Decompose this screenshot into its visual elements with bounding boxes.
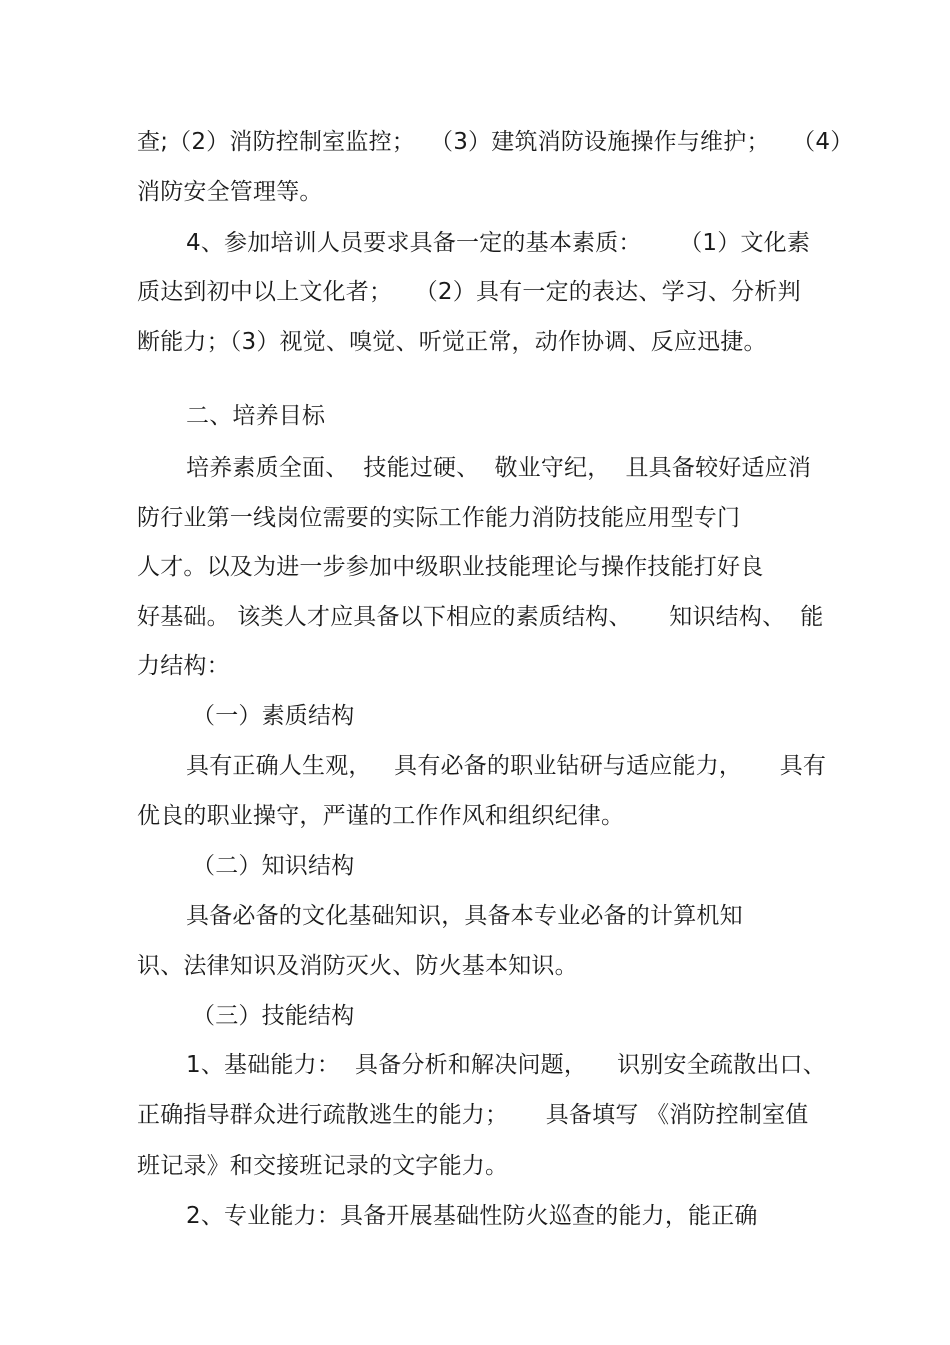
subsection-heading: （二）知识结构 [192,853,355,879]
text-line: 人才。以及为进一步参加中级职业技能理论与操作技能打好良 [137,554,764,580]
text-line: 质达到初中以上文化者； （2）具有一定的表达、学习、分析判 [137,279,801,305]
text-line: 优良的职业操守，严谨的工作作风和组织纪律。 [137,803,625,829]
text-line: 培养素质全面、 技能过硬、 敬业守纪， 且具备较好适应消 [186,455,812,481]
subsection-heading: （一）素质结构 [192,703,355,729]
text-line: 具有正确人生观， 具有必备的职业钻研与适应能力， 具有 [186,753,827,779]
text-line: 4、参加培训人员要求具备一定的基本素质： （1）文化素 [186,230,811,256]
text-line: 具备必备的文化基础知识，具备本专业必备的计算机知 [186,903,743,929]
text-line: 查;（2）消防控制室监控； （3）建筑消防设施操作与维护； （4） [137,129,854,155]
text-line: 力结构： [137,653,230,679]
text-line: 防行业第一线岗位需要的实际工作能力消防技能应用型专门 [137,505,741,531]
text-line: 1、基础能力： 具备分析和解决问题， 识别安全疏散出口、 [186,1052,826,1078]
text-line: 2、专业能力：具备开展基础性防火巡查的能力，能正确 [186,1203,758,1229]
text-line: 好基础。 该类人才应具备以下相应的素质结构、 知识结构、 能 [137,604,824,630]
text-line: 消防安全管理等。 [137,179,323,205]
text-line: 断能力；（3）视觉、嗅觉、听觉正常，动作协调、反应迅捷。 [137,329,767,355]
text-line: 识、法律知识及消防灭火、防火基本知识。 [137,953,578,979]
section-heading: 二、培养目标 [186,403,326,429]
subsection-heading: （三）技能结构 [192,1003,355,1029]
text-line: 正确指导群众进行疏散逃生的能力； 具备填写 《消防控制室值 [137,1102,809,1128]
text-line: 班记录》和交接班记录的文字能力。 [137,1153,509,1179]
